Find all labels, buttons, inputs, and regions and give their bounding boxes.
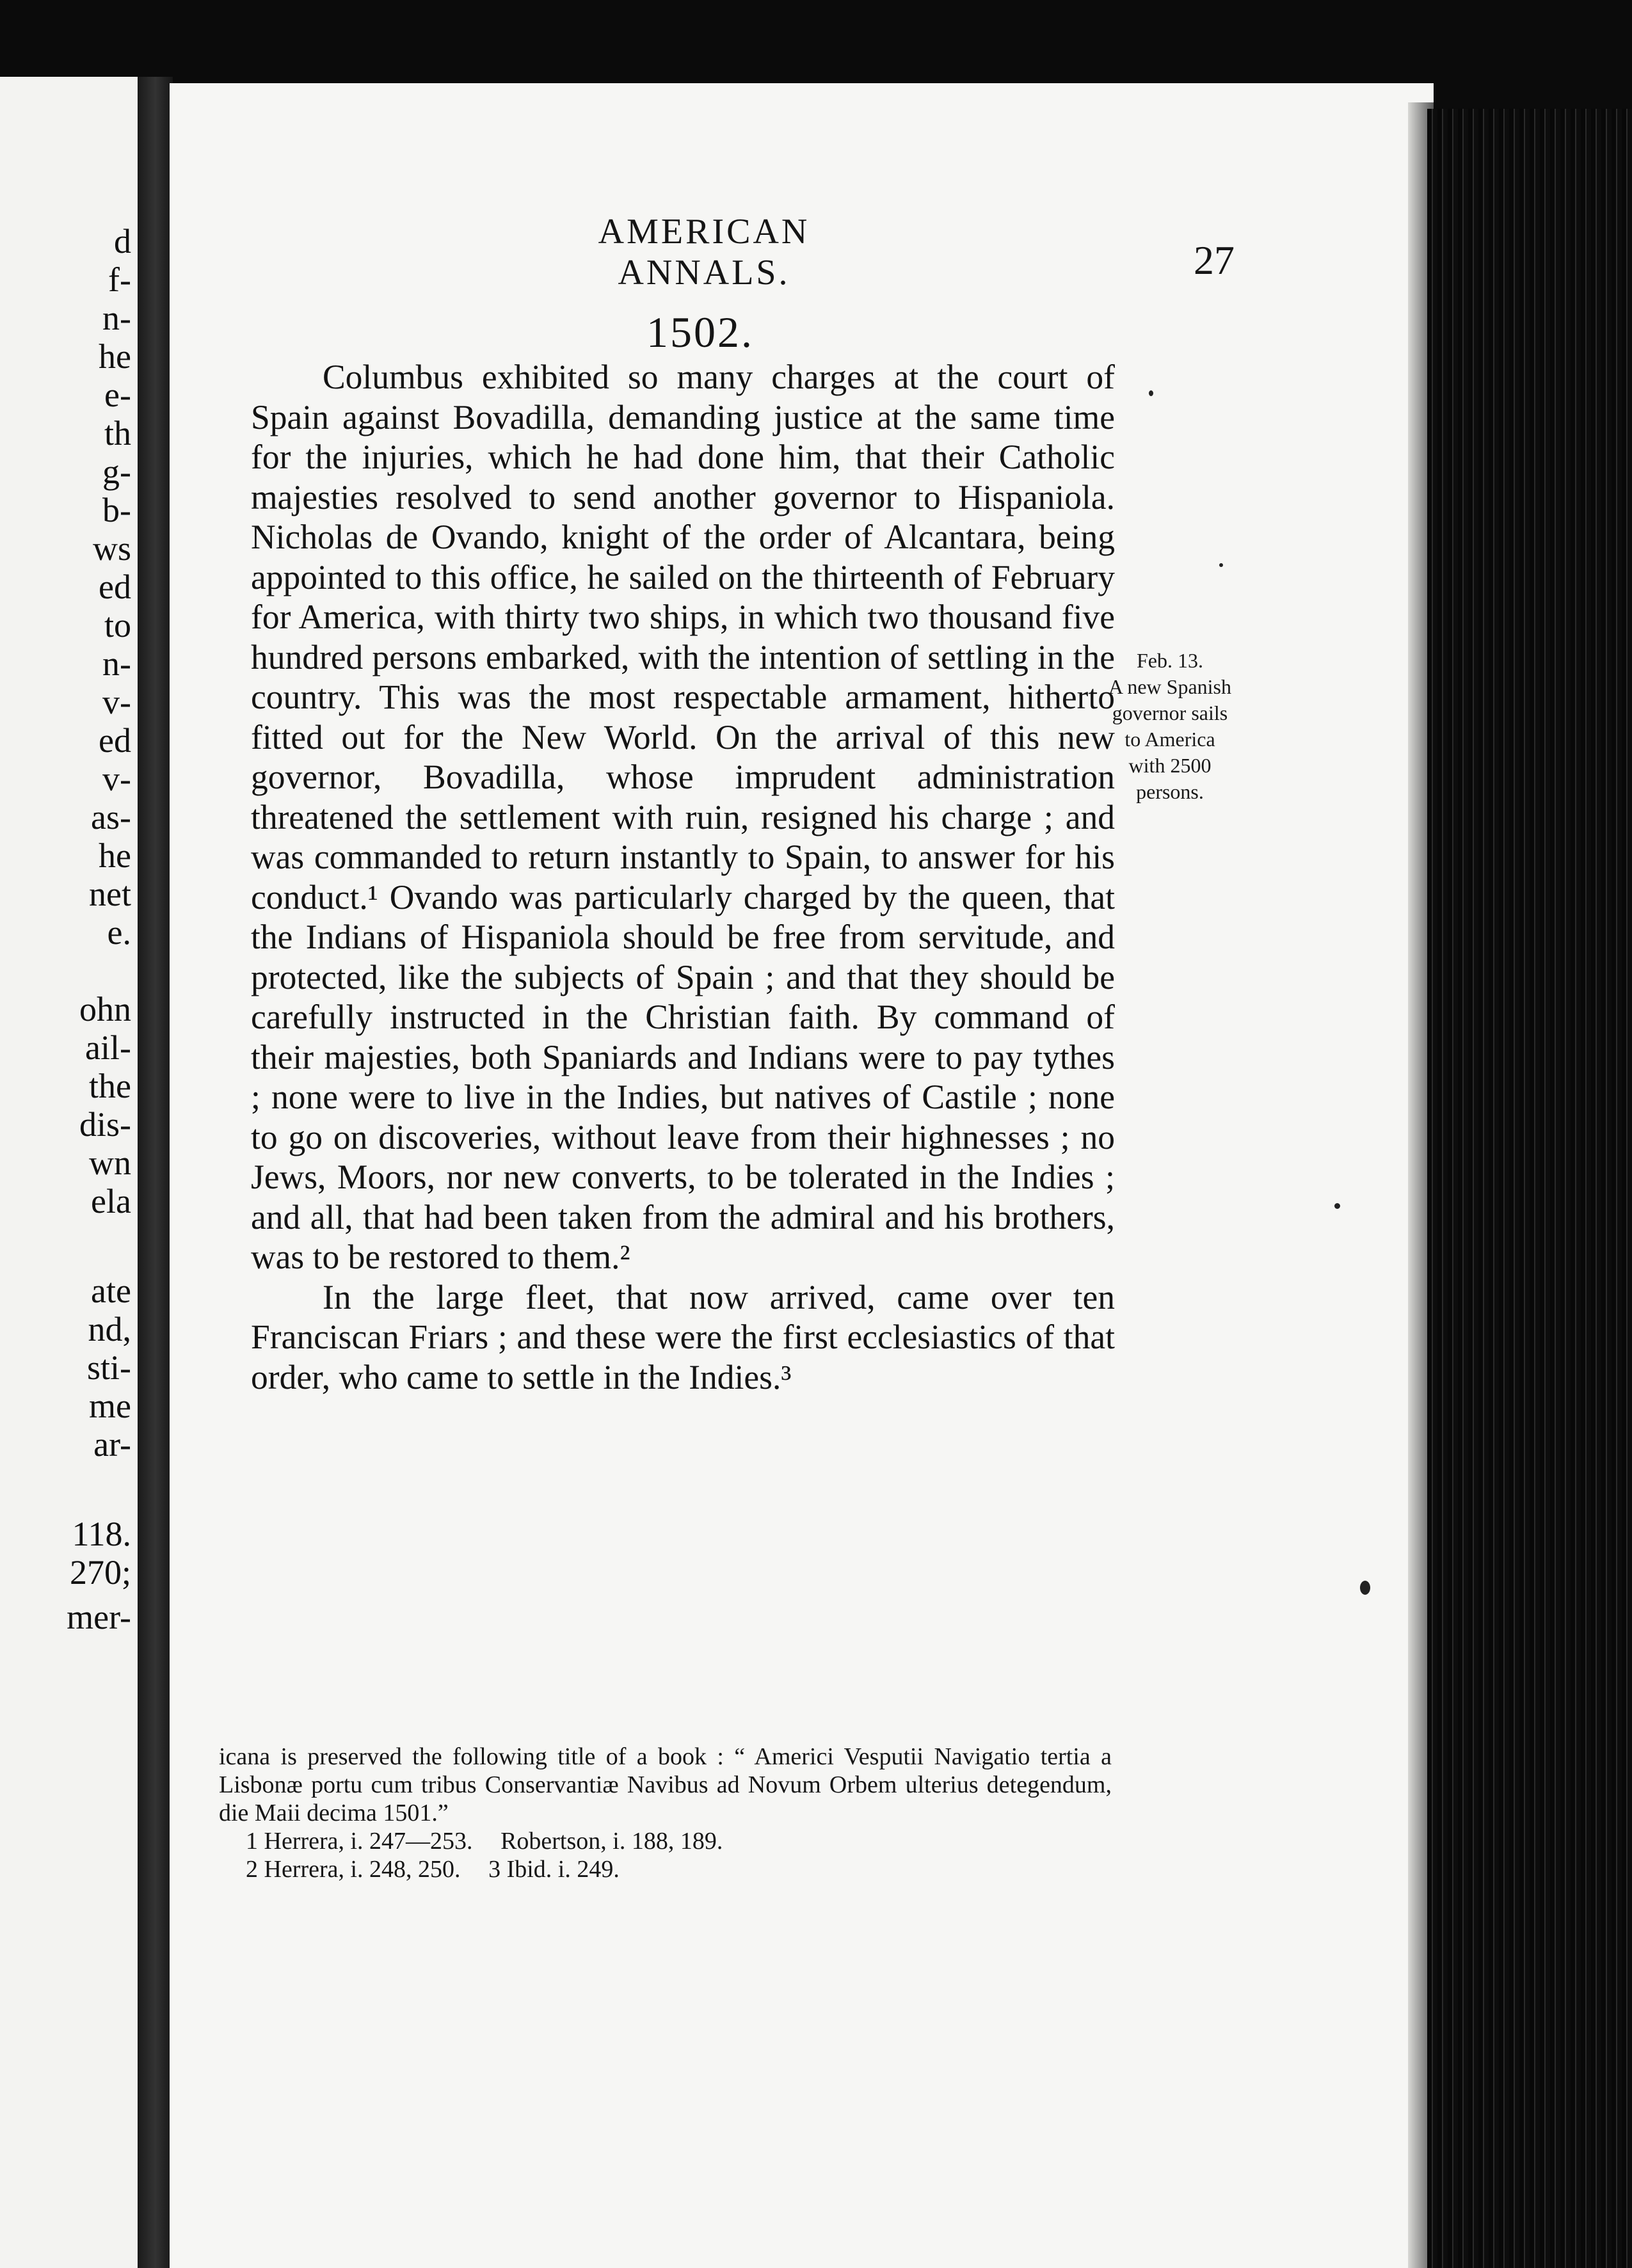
footnote-row-1 [219, 1827, 1112, 1855]
left-page-word-fragment: sti- [86, 1348, 131, 1387]
left-page-word-fragment: dis- [79, 1105, 131, 1144]
ink-speck [1219, 563, 1223, 567]
footnote-1-ref: Robertson, i. 188, 189. [500, 1828, 723, 1855]
left-page-word-fragment: ed [99, 721, 131, 760]
left-page-word-fragment: ate [91, 1272, 131, 1310]
left-page-word-fragment: he [99, 836, 131, 875]
left-page-word-fragment: ail- [85, 1028, 131, 1067]
left-page-word-fragment: wn [89, 1144, 131, 1182]
book-gutter [138, 77, 173, 2268]
left-page-word-fragment: e. [107, 913, 131, 952]
body-text [251, 357, 1115, 1397]
footnotes [219, 1743, 1112, 1883]
left-page-word-fragment: the [89, 1067, 131, 1105]
left-page-word-fragment: n- [102, 299, 131, 337]
left-page-word-fragment: 270; [69, 1553, 131, 1592]
ink-speck [1334, 1203, 1340, 1209]
left-page-word-fragment: v- [102, 760, 131, 798]
left-page-word-fragment: nd, [88, 1310, 131, 1348]
footnote-3: 3 Ibid. i. 249. [488, 1856, 620, 1883]
left-page-word-fragment: 118. [72, 1515, 131, 1553]
footnote-row-2 [219, 1855, 1112, 1883]
left-page-word-fragment: n- [102, 644, 131, 683]
paragraph-2: In the large fleet, that now arrived, came over ten Franciscan Friars ; and these were the first ecclesiastics of that order, who came to settle in the Indies.³ [251, 1277, 1115, 1396]
left-page-word-fragment: v- [102, 683, 131, 721]
margin-note-text: A new Spanish governor sails to America with 2500 persons. [1108, 675, 1231, 803]
left-page-word-fragment: ws [92, 529, 131, 568]
left-page-word-fragment: mer- [67, 1598, 131, 1636]
left-page-fragment [0, 77, 138, 2268]
left-page-word-fragment: b- [102, 491, 131, 529]
left-page-word-fragment: to [104, 606, 131, 644]
page-number: 27 [1194, 237, 1235, 283]
paragraph-1: Columbus exhibited so many charges at the court of Spain against Bovadilla, demanding justice at the same time for the injuries, which he had done him, that their Catholic majesties resolved to send another governor to Hispaniola. Nicholas de Ovando, knight of the order of Alcantara, being appointed to this office, he sailed on the thirteenth of February for America, with thirty two ships, in which two thousand five hundred persons embarked, with the intention of settling in the country. This was the most respectable armament, hitherto fitted out for the New World. On the arrival of this new governor, Bovadilla, whose imprudent administration threatened the settlement with ruin, resigned his charge ; and was commanded to return instantly to Spain, to answer for his conduct.¹ Ovando was particularly charged by the queen, that the Indians of Hispaniola should be free from servitude, and protected, like the subjects of Spain ; and that they should be carefully instructed in the Christian faith. By command of their majesties, both Spaniards and Indians were to pay tythes ; none were to live in the Indies, but natives of Castile ; none to go on discoveries, without leave from their highnesses ; no Jews, Moors, nor new converts, to be tolerated in the Indies ; and all, that had been taken from the admiral and his brothers, was to be restored to them.² [251, 358, 1115, 1276]
left-page-word-fragment: he [99, 337, 131, 376]
left-page-word-fragment: ohn [79, 990, 131, 1028]
margin-note-date: Feb. 13. [1137, 649, 1203, 672]
running-head: AMERICAN ANNALS. [598, 212, 810, 292]
page-stack-edge [1427, 109, 1632, 2268]
left-page-word-fragment: me [89, 1387, 131, 1425]
left-page-word-fragment: net [89, 875, 131, 913]
left-page-word-fragment: ed [99, 568, 131, 606]
footnote-1: 1 Herrera, i. 247—253. [246, 1828, 473, 1855]
left-page-word-fragment: as- [91, 798, 131, 836]
margin-note [1106, 648, 1234, 805]
footnote-continuation: icana is preserved the following title of a book : “ Americi Vesputii Navigatio tertia a Lisbonæ portu cum tribus Conservantiæ Navibus ad Novum Orbem ulterius detegendum, die Maii decima 1501.” [219, 1743, 1112, 1826]
year-heading: 1502. [646, 308, 754, 356]
left-page-word-fragment: d [114, 222, 131, 260]
left-page-word-fragment: f- [108, 260, 131, 299]
left-page-word-fragment: ar- [93, 1425, 131, 1464]
left-page-word-fragment: th [104, 414, 131, 452]
footnote-2: 2 Herrera, i. 248, 250. [246, 1856, 461, 1883]
left-page-word-fragment: e- [104, 376, 131, 414]
ink-speck [1149, 390, 1153, 396]
left-page-word-fragment: ela [91, 1182, 131, 1220]
left-page-word-fragment: g- [102, 452, 131, 491]
ink-speck [1360, 1581, 1370, 1595]
